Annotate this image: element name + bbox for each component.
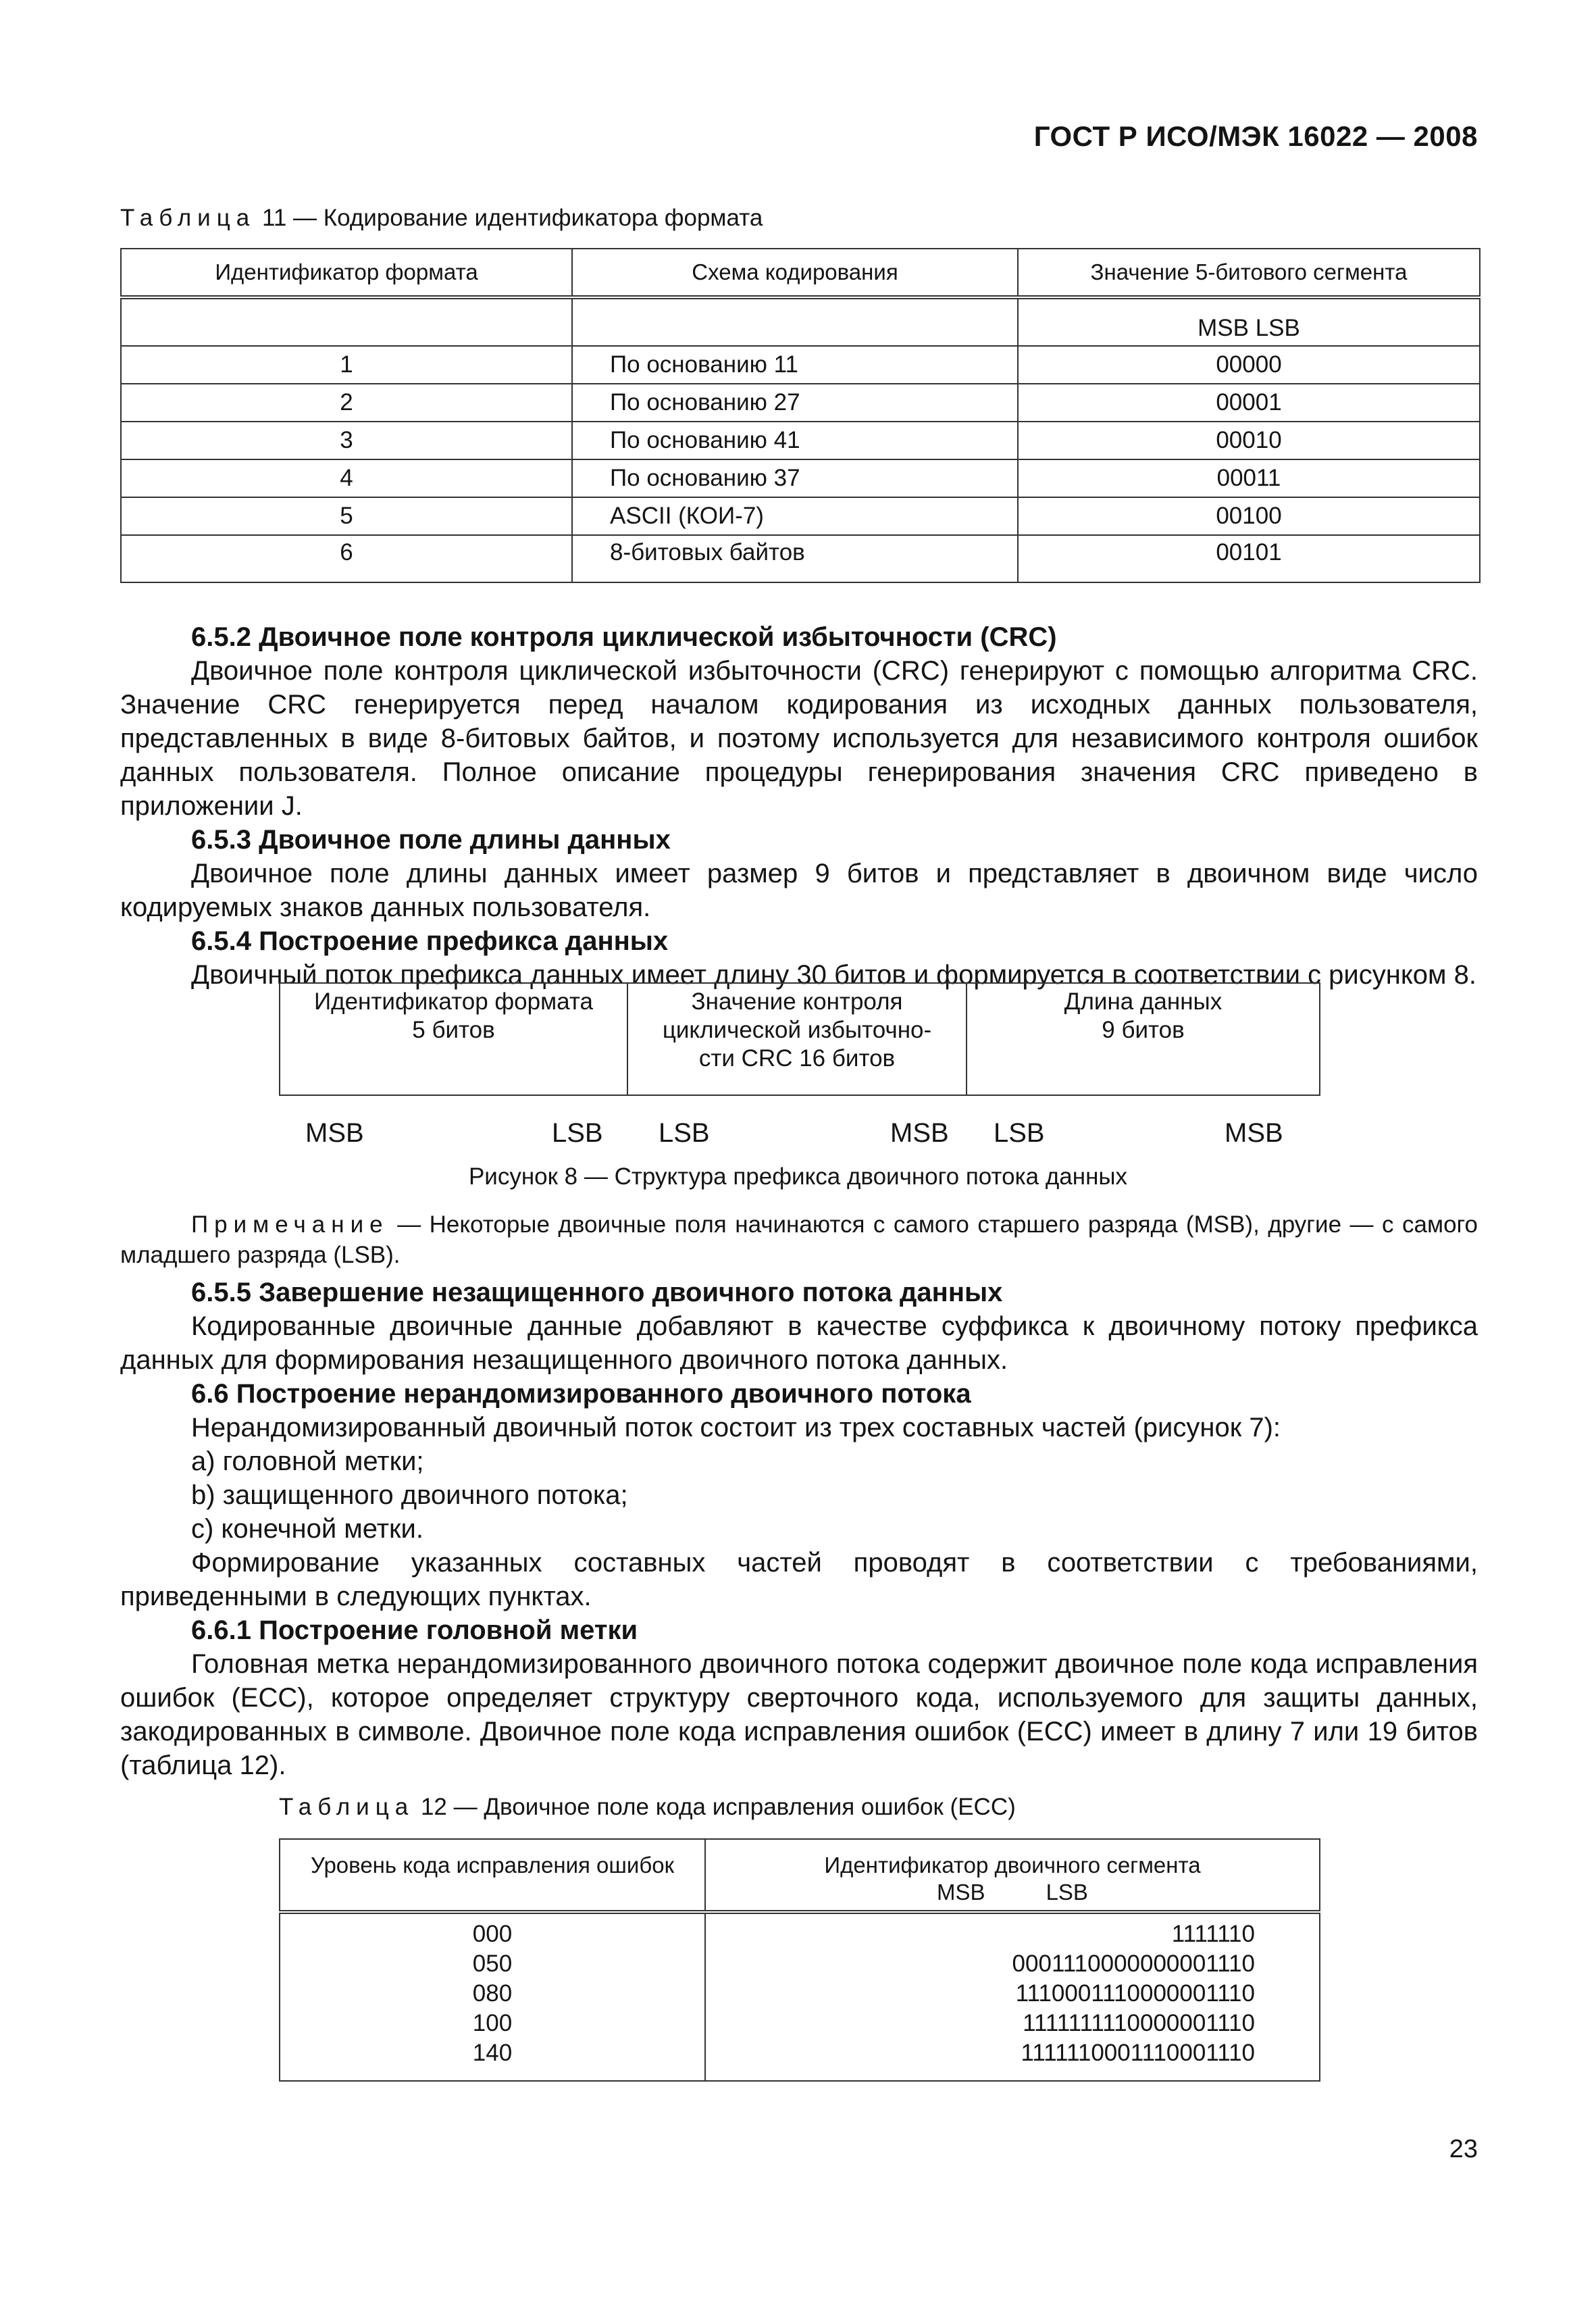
section-heading-652: 6.5.2 Двоичное поле контроля циклической избыточности (CRC) bbox=[191, 622, 1057, 652]
section-heading-66: 6.6 Построение нерандомизированного двоичного потока bbox=[191, 1379, 971, 1409]
figure8-caption: Рисунок 8 — Структура префикса двоичного потока данных bbox=[468, 1163, 1128, 1190]
table11 bbox=[120, 248, 1481, 583]
table11-subheader-row bbox=[121, 297, 1480, 346]
figure8-field-crc: Значение контроля циклической избыточно- сти CRC 16 битов bbox=[627, 983, 967, 1095]
section-heading-661: 6.6.1 Построение головной метки bbox=[191, 1615, 638, 1645]
table12-levels bbox=[280, 1912, 705, 2081]
body-sections-652-654 bbox=[120, 620, 1478, 992]
list-item: b) защищенного двоичного потока; bbox=[191, 1480, 628, 1510]
bit-label: LSB bbox=[659, 1118, 710, 1148]
figure8-field-format-id: Идентификатор формата 5 битов bbox=[280, 983, 627, 1095]
section-text-655: Кодированные двоичные данные добавляют в качестве суффикса к двоичному потоку префикса данных для формирования незащищенного двоичного потока данных. bbox=[120, 1311, 1478, 1375]
section-heading-654: 6.5.4 Построение префикса данных bbox=[191, 926, 669, 956]
section-text-654: Двоичный поток префикса данных имеет длину 30 битов и формируется в соответствии с рисунком 8. bbox=[191, 960, 1477, 990]
table12-col-level: Уровень кода исправления ошибок bbox=[280, 1839, 705, 1912]
bit-label: LSB bbox=[552, 1118, 603, 1148]
body-sections-655-661 bbox=[120, 1276, 1478, 1782]
table12-header-row bbox=[280, 1839, 1320, 1912]
table11-msb-lsb: MSB LSB bbox=[1018, 297, 1480, 346]
figure8-prefix-structure bbox=[279, 982, 1320, 1096]
list-item: 050 bbox=[472, 1951, 513, 1977]
list-item: 100 bbox=[472, 2010, 513, 2036]
list-item: 1110001110000001110 bbox=[1015, 1980, 1255, 2007]
list-item: 080 bbox=[472, 1980, 513, 2007]
table-row: 6 8-битовых байтов 00101 bbox=[121, 535, 1480, 582]
list-item: 0001110000000001110 bbox=[1012, 1951, 1255, 1977]
table11-col-value: Значение 5-битового сегмента bbox=[1018, 249, 1480, 297]
table12-col-identifier: Идентификатор двоичного сегмента MSB LSB bbox=[705, 1839, 1320, 1912]
table11-col-scheme: Схема кодирования bbox=[572, 249, 1018, 297]
section-text-661: Головная метка нерандомизированного двоичного потока содержит двоичное поле кода исправления ошибок (ECC), которое определяет структуру сверточного кода, используемого для защиты данных, закодированных в символе. Двоичное поле кода исправления ошибок (ECC) имеет в длину 7 или 19 битов (таблица 12). bbox=[120, 1649, 1478, 1780]
table12-codes bbox=[705, 1912, 1320, 2081]
table-row: 2 По основанию 27 00001 bbox=[121, 384, 1480, 422]
bit-label: MSB bbox=[1225, 1118, 1283, 1148]
section-text-653: Двоичное поле длины данных имеет размер 9 битов и представляет в двоичном виде число кодируемых знаков данных пользователя. bbox=[120, 859, 1478, 922]
table11-col-id: Идентификатор формата bbox=[121, 249, 572, 297]
bit-label: LSB bbox=[994, 1118, 1045, 1148]
table11-caption: Таблица 11 — Кодирование идентификатора формата bbox=[120, 205, 763, 231]
section-heading-653: 6.5.3 Двоичное поле длины данных bbox=[191, 825, 671, 855]
table-row: 3 По основанию 41 00010 bbox=[121, 422, 1480, 459]
table-row: 1 По основанию 11 00000 bbox=[121, 346, 1480, 384]
document-header: ГОСТ Р ИСО/МЭК 16022 — 2008 bbox=[1033, 120, 1478, 152]
section-heading-655: 6.5.5 Завершение незащищенного двоичного потока данных bbox=[191, 1278, 1003, 1307]
note: Примечание — Некоторые двоичные поля начинаются с самого старшего разряда (MSB), другие — с самого младшего разряда (LSB). bbox=[120, 1211, 1478, 1268]
bit-label: MSB bbox=[305, 1118, 364, 1148]
list-item: 000 bbox=[472, 1921, 513, 1947]
table-row: 4 По основанию 37 00011 bbox=[121, 459, 1480, 497]
list-item: 140 bbox=[472, 2040, 513, 2066]
list-item: 1111111110000001110 bbox=[1023, 2010, 1255, 2036]
table-row: 5 ASCII (КОИ-7) 00100 bbox=[121, 497, 1480, 535]
list-item: 1111110001110001110 bbox=[1021, 2040, 1255, 2066]
section-text-652: Двоичное поле контроля циклической избыточности (CRC) генерируют с помощью алгоритма CRC. Значение CRC генерируется перед началом кодирования из исходных данных пользователя, представленных в виде 8-битовых байтов, и поэтому используется для независимого контроля ошибок данных пользователя. Полное описание процедуры генерирования значения CRC приведено в приложении J. bbox=[120, 656, 1478, 821]
list-item: c) конечной метки. bbox=[191, 1514, 423, 1544]
figure8-field-length: Длина данных 9 битов bbox=[967, 983, 1320, 1095]
page-number: 23 bbox=[1449, 2135, 1478, 2163]
list-item: 1111110 bbox=[1171, 1921, 1255, 1947]
table12 bbox=[279, 1838, 1320, 2082]
section-text-66: Нерандомизированный двоичный поток состоит из трех составных частей (рисунок 7): bbox=[191, 1413, 1281, 1442]
table11-header-row bbox=[121, 249, 1480, 297]
bit-label: MSB bbox=[890, 1118, 949, 1148]
table12-caption: Таблица 12 — Двоичное поле кода исправления ошибок (ECC) bbox=[279, 1794, 1016, 1820]
section-text-66-continued: Формирование указанных составных частей проводят в соответствии с требованиями, приведенными в следующих пунктах. bbox=[120, 1548, 1478, 1611]
list-item: a) головной метки; bbox=[191, 1447, 424, 1476]
